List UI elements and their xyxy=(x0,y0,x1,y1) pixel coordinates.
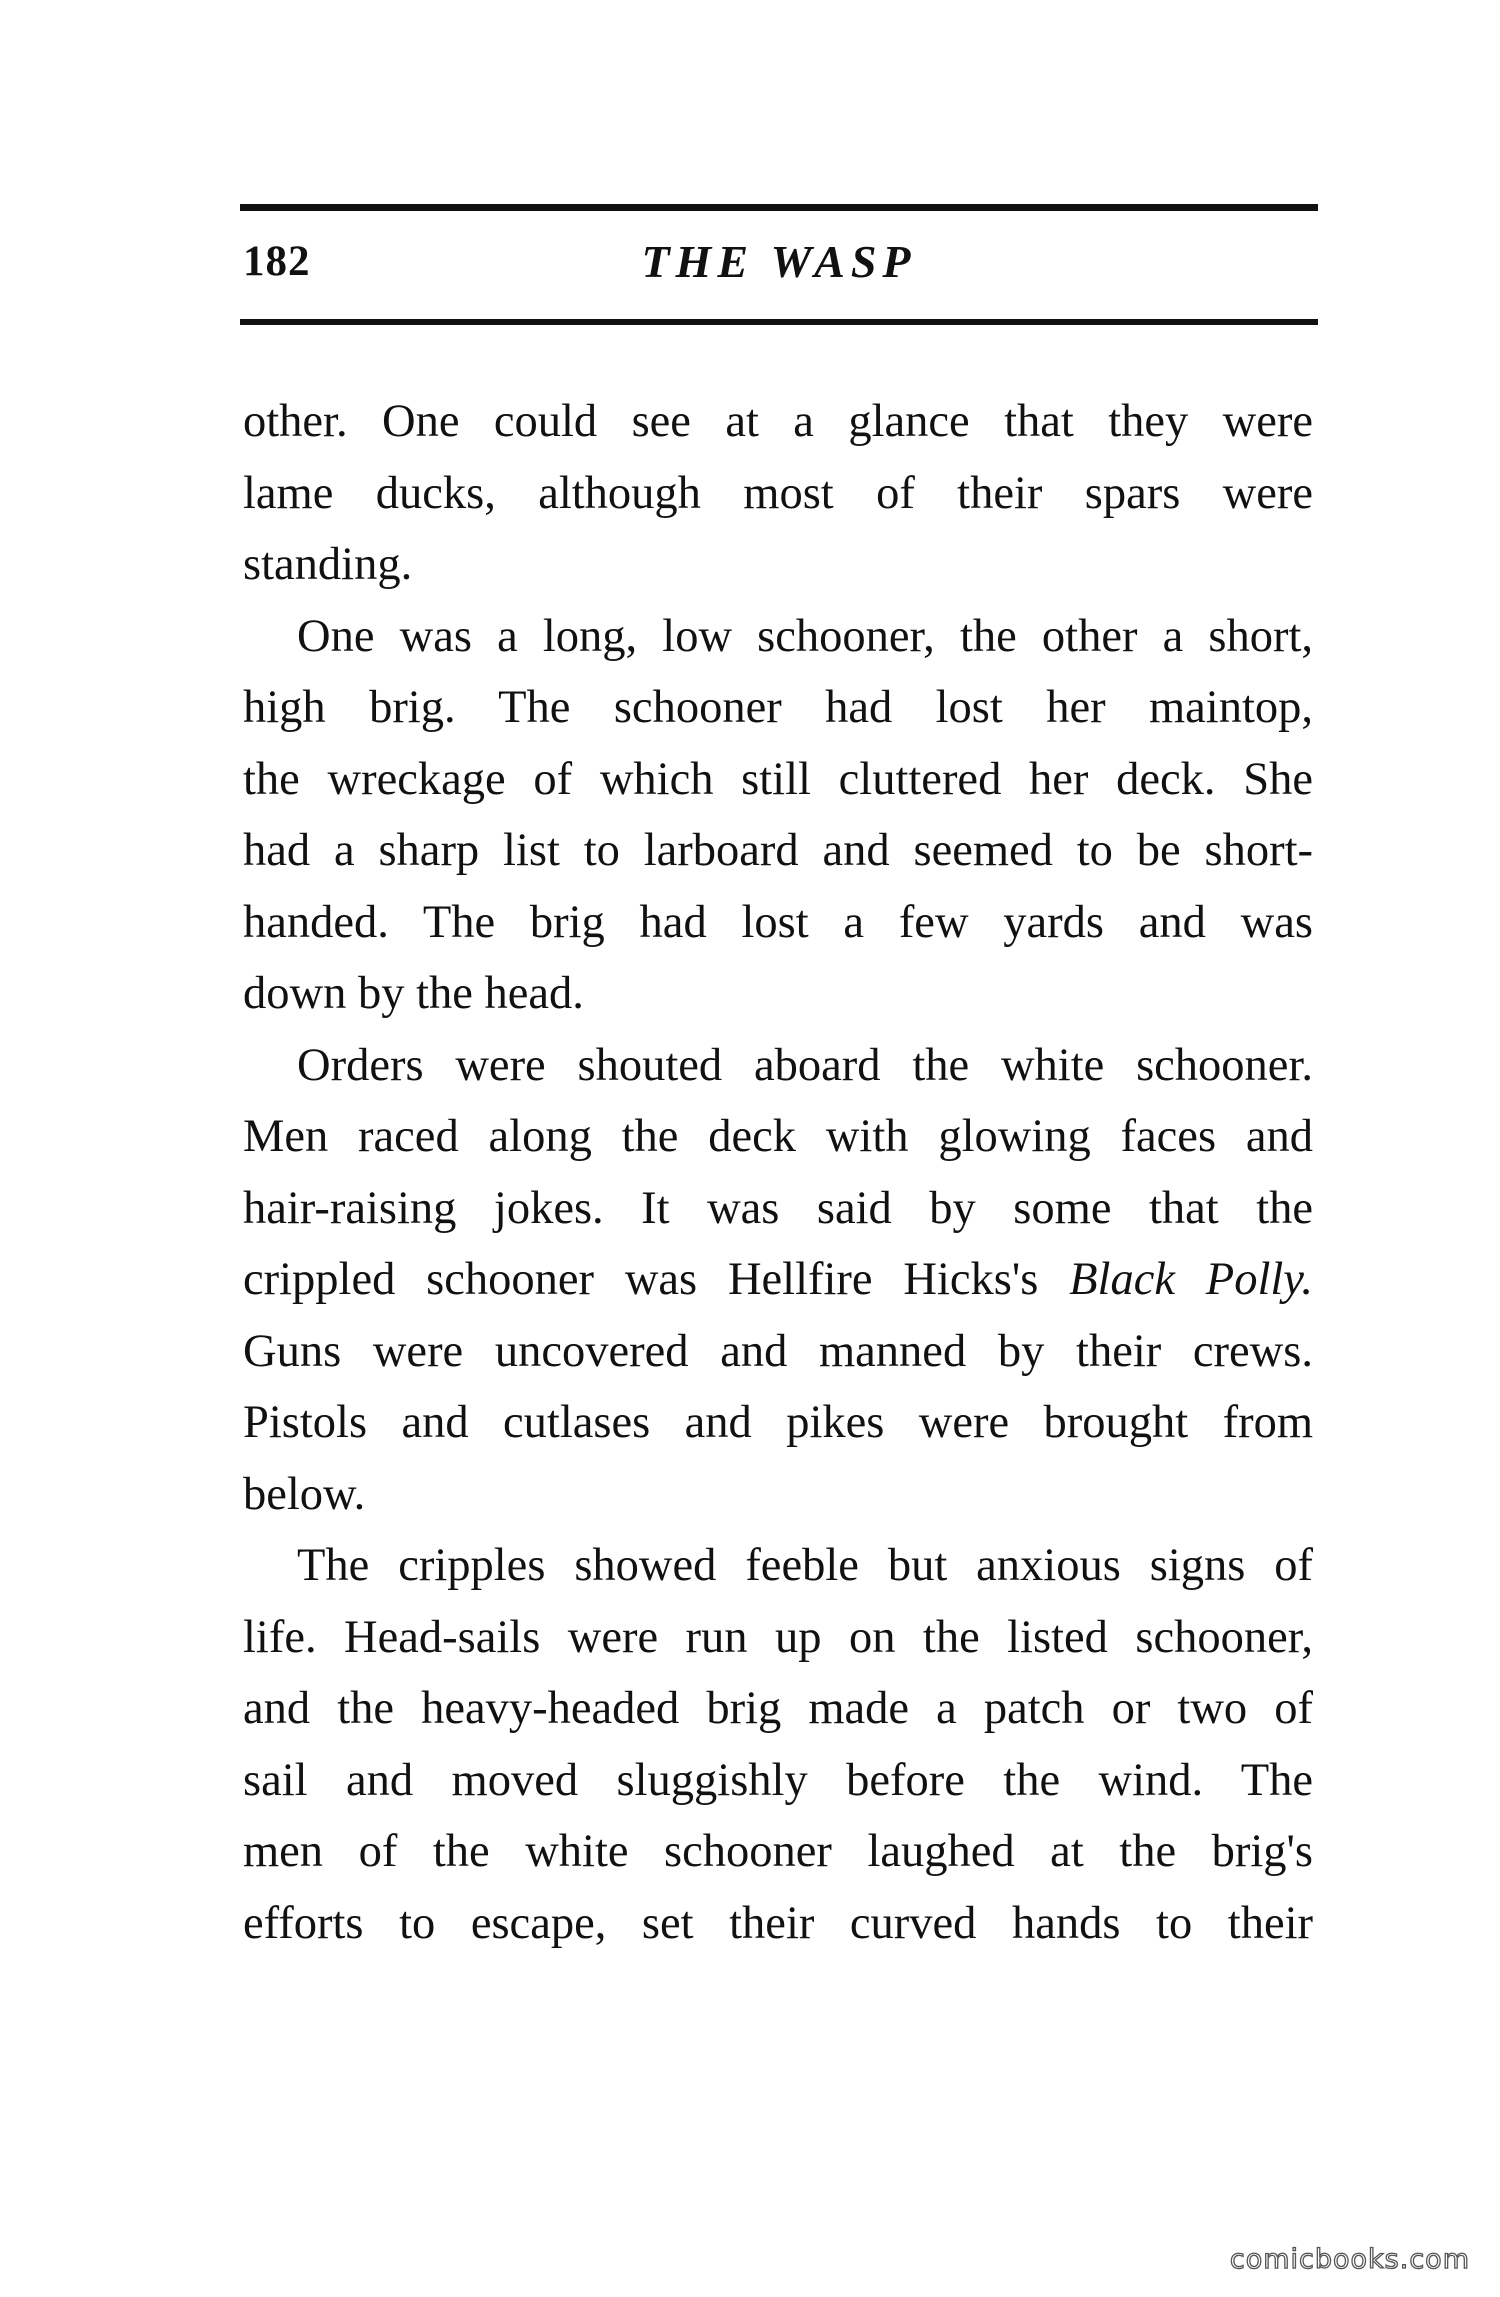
text-line: standing. xyxy=(243,539,413,590)
paragraph xyxy=(243,386,1313,601)
text-line: Men raced along the deck with glowing faces and xyxy=(243,1111,1313,1162)
text-line: Pistols and cutlases and pikes were brought from xyxy=(243,1397,1313,1448)
text-span: crippled schooner was Hellfire Hicks's xyxy=(243,1254,1039,1305)
text-line: Guns were uncovered and manned by their crews. xyxy=(243,1325,1313,1377)
text-line: other. One could see at a glance that they were xyxy=(243,396,1313,447)
text-line: One was a long, low schooner, the other a short, xyxy=(297,610,1313,662)
text-line: efforts to escape, set their curved hands to their xyxy=(243,1897,1313,1949)
page-number: 182 xyxy=(243,238,311,285)
paragraph xyxy=(243,601,1313,1030)
text-line: lame ducks, although most of their spars were xyxy=(243,467,1313,519)
watermark: comicbooks.com xyxy=(1229,2244,1470,2275)
text-line: down by the head. xyxy=(243,968,584,1019)
text-line: had a sharp list to larboard and seemed to be short- xyxy=(243,825,1313,876)
text-line: the wreckage of which still cluttered her deck. She xyxy=(243,753,1313,805)
running-title: THE WASP xyxy=(641,236,917,287)
text-line: handed. The brig had lost a few yards and was xyxy=(243,896,1313,948)
header-rule-bottom xyxy=(240,319,1318,325)
text-line: men of the white schooner laughed at the brig's xyxy=(243,1826,1313,1877)
text-line: The cripples showed feeble but anxious signs of xyxy=(297,1540,1313,1591)
paragraph xyxy=(243,1030,1313,1531)
text-line: below. xyxy=(243,1468,366,1520)
text-line: life. Head-sails were run up on the listed schooner, xyxy=(243,1611,1313,1663)
text-line: high brig. The schooner had lost her maintop, xyxy=(243,682,1313,733)
text-line: and the heavy-headed brig made a patch or two of xyxy=(243,1683,1313,1734)
text-line xyxy=(243,1244,1313,1316)
text-line: hair-raising jokes. It was said by some that the xyxy=(243,1182,1313,1234)
text-line: sail and moved sluggishly before the wind. The xyxy=(243,1754,1313,1806)
header-rule-top xyxy=(240,204,1318,211)
paragraph xyxy=(243,1530,1313,1959)
italic-title: Black Polly. xyxy=(1069,1254,1313,1305)
text-line: Orders were shouted aboard the white schooner. xyxy=(297,1039,1313,1091)
body-text xyxy=(243,386,1313,1959)
